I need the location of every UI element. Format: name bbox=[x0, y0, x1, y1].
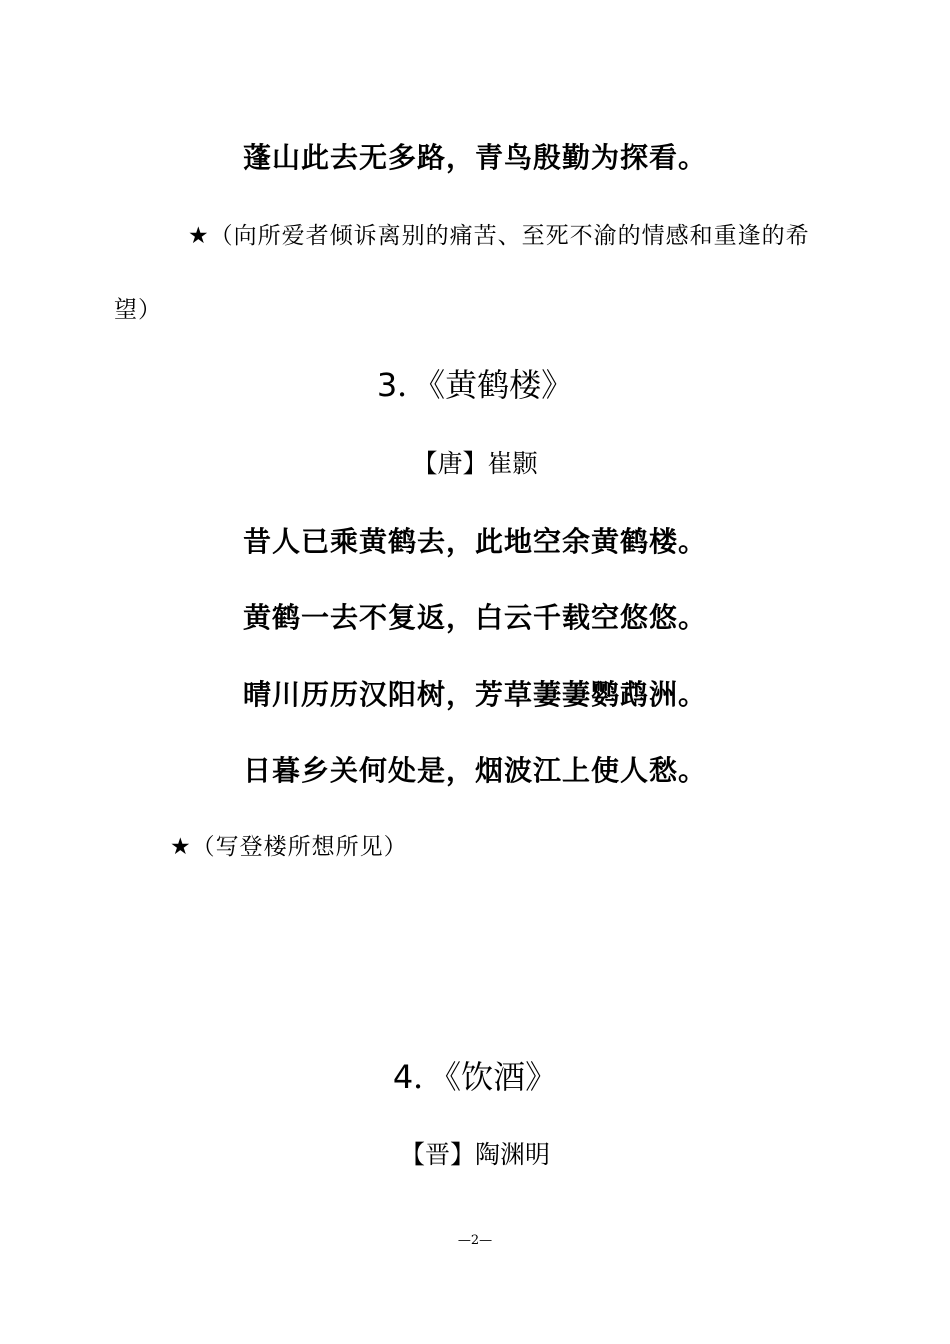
poem4-author: 【晋】陶渊明 bbox=[399, 1140, 550, 1169]
poem2-note-line1: ★（向所爱者倾诉离别的痛苦、至死不渝的情感和重逢的希 bbox=[188, 223, 810, 249]
page-number: —2— bbox=[457, 1233, 493, 1248]
poem3-author: 【唐】崔颢 bbox=[412, 449, 538, 478]
poem3-line-4: 日暮乡关何处是，烟波江上使人愁。 bbox=[242, 754, 707, 787]
poem3-title: 3．《黄鹤楼》 bbox=[376, 366, 574, 404]
poem3-note: ★（写登楼所想所见） bbox=[170, 834, 408, 860]
poem2-note-line2: 望） bbox=[114, 297, 162, 323]
poem2-final-line: 蓬山此去无多路，青鸟殷勤为探看。 bbox=[242, 141, 707, 174]
poem3-line-2: 黄鹤一去不复返，白云千载空悠悠。 bbox=[242, 601, 707, 634]
poem3-line-1: 昔人已乘黄鹤去，此地空余黄鹤楼。 bbox=[242, 525, 707, 558]
poem3-line-3: 晴川历历汉阳树，芳草萋萋鹦鹉洲。 bbox=[242, 678, 707, 711]
poem4-title: 4．《饮酒》 bbox=[392, 1058, 558, 1096]
